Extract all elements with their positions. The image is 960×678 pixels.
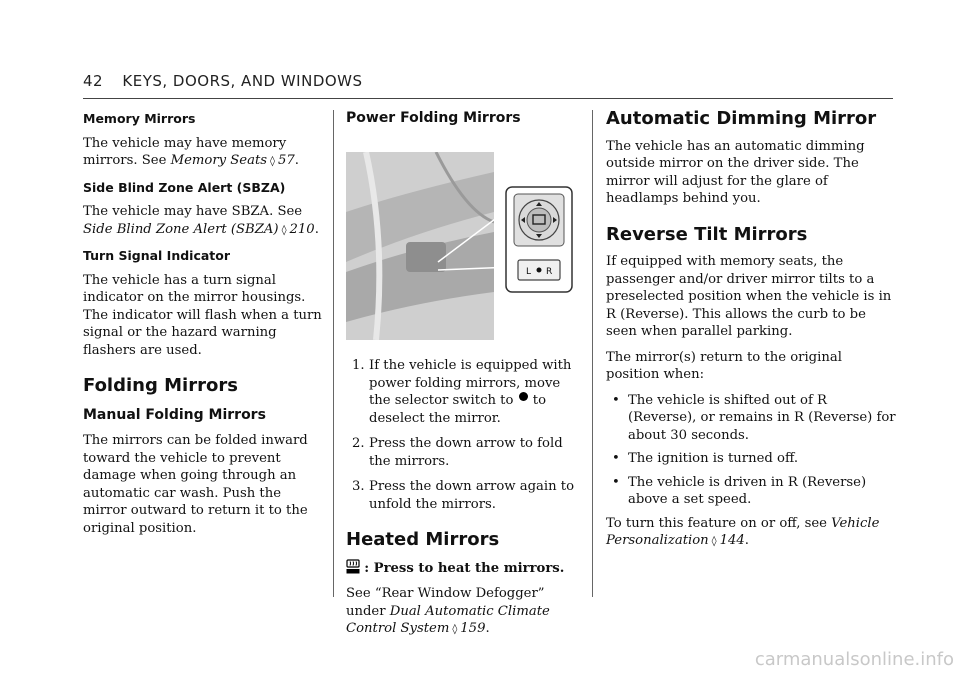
- header-rule: [83, 98, 893, 99]
- list-item: 3. Press the down arrow again to unfold the mirrors.: [352, 479, 575, 512]
- memory-seats-link[interactable]: Memory Seats: [170, 153, 268, 168]
- list-item: 2. Press the down arrow to fold the mirrors.: [352, 436, 563, 469]
- column-divider-2: [592, 110, 593, 597]
- page-ref-icon: ◊: [281, 224, 287, 236]
- list-item: • The vehicle is shifted out of R (Reverse), or remains in R (Reverse) for about 30 seconds.: [612, 392, 896, 443]
- rear-defog-icon: [346, 559, 360, 574]
- list-item: • The vehicle is driven in R (Reverse) above a set speed.: [612, 474, 867, 507]
- page-ref-icon: ◊: [452, 624, 458, 635]
- manual-folding-heading: Manual Folding Mirrors: [83, 406, 266, 423]
- column-1: [83, 110, 323, 545]
- svg-text:R: R: [546, 266, 553, 277]
- reverse-tilt-heading: Reverse Tilt Mirrors: [606, 223, 808, 245]
- section-title: KEYS, DOORS, AND WINDOWS: [122, 72, 363, 90]
- mirror-switch-illustration: [346, 152, 576, 340]
- return-text: The mirror(s) return to the original position when:: [606, 349, 842, 382]
- manual-folding-text: The mirrors can be folded inward toward the vehicle to prevent damage when going through an automatic car wash. Push the mirror outward to return it to the original position.: [83, 433, 308, 536]
- sbza-text: The vehicle may have SBZA. See Side Blind Zone Alert (SBZA) ◊ 210.: [83, 204, 319, 237]
- page-ref-icon: ◊: [270, 156, 275, 167]
- vehicle-personalization-page[interactable]: 144: [719, 533, 745, 548]
- page-header: [83, 72, 363, 90]
- sbza-link[interactable]: Side Blind Zone Alert (SBZA): [83, 221, 279, 237]
- svg-text:L: L: [526, 266, 532, 277]
- page-number: 42: [83, 72, 104, 90]
- column-divider-1: [333, 110, 334, 597]
- column-2: [346, 110, 581, 647]
- list-item: • The ignition is turned off.: [612, 451, 799, 466]
- memory-mirrors-text: The vehicle may have memory mirrors. See Memory Seats ◊ 57.: [83, 135, 299, 168]
- auto-dimming-heading: Automatic Dimming Mirror: [606, 108, 877, 129]
- auto-dimming-text: The vehicle has an automatic dimming outside mirror on the driver side. The mirror will adjust for the glare of headlamps behind you.: [606, 138, 865, 206]
- power-folding-steps: [346, 357, 581, 513]
- list-item: 1. If the vehicle is equipped with power folding mirrors, move the selector switch to to deselect the mirror.: [352, 358, 572, 426]
- center-position-dot-icon: [519, 392, 528, 401]
- column-3: [606, 110, 896, 559]
- climate-control-link[interactable]: Dual Automatic Climate Control System: [346, 603, 550, 636]
- turn-signal-text: The vehicle has a turn signal indicator on the mirror housings. The indicator will flash when a turn signal or the hazard warning flashers are used.: [83, 272, 322, 358]
- heated-mirrors-text: : Press to heat the mirrors.: [346, 559, 581, 578]
- power-folding-heading: Power Folding Mirrors: [346, 110, 521, 126]
- memory-seats-page[interactable]: 57: [278, 153, 295, 168]
- sbza-heading: Side Blind Zone Alert (SBZA): [83, 179, 286, 195]
- folding-mirrors-heading: Folding Mirrors: [83, 375, 238, 396]
- return-conditions: [606, 392, 896, 509]
- watermark: carmanualsonline.info: [754, 649, 954, 670]
- climate-control-page[interactable]: 159: [460, 621, 486, 636]
- heated-mirrors-heading: Heated Mirrors: [346, 529, 500, 550]
- memory-mirrors-heading: Memory Mirrors: [83, 111, 196, 126]
- vehicle-personalization-link[interactable]: Vehicle Personalization: [606, 515, 880, 548]
- turn-off-text: To turn this feature on or off, see Vehicle Personalization ◊ 144.: [606, 515, 880, 548]
- see-defogger-text: See “Rear Window Defogger” under Dual Automatic Climate Control System ◊ 159.: [346, 586, 550, 636]
- sbza-page[interactable]: 210: [289, 221, 315, 237]
- page-ref-icon: ◊: [711, 536, 717, 547]
- reverse-tilt-text: If equipped with memory seats, the passenger and/or driver mirror tilts to a preselected position when the vehicle is in R (Reverse). This allows the curb to be seen when parallel parking.: [606, 254, 892, 339]
- turn-signal-heading: Turn Signal Indicator: [83, 248, 231, 263]
